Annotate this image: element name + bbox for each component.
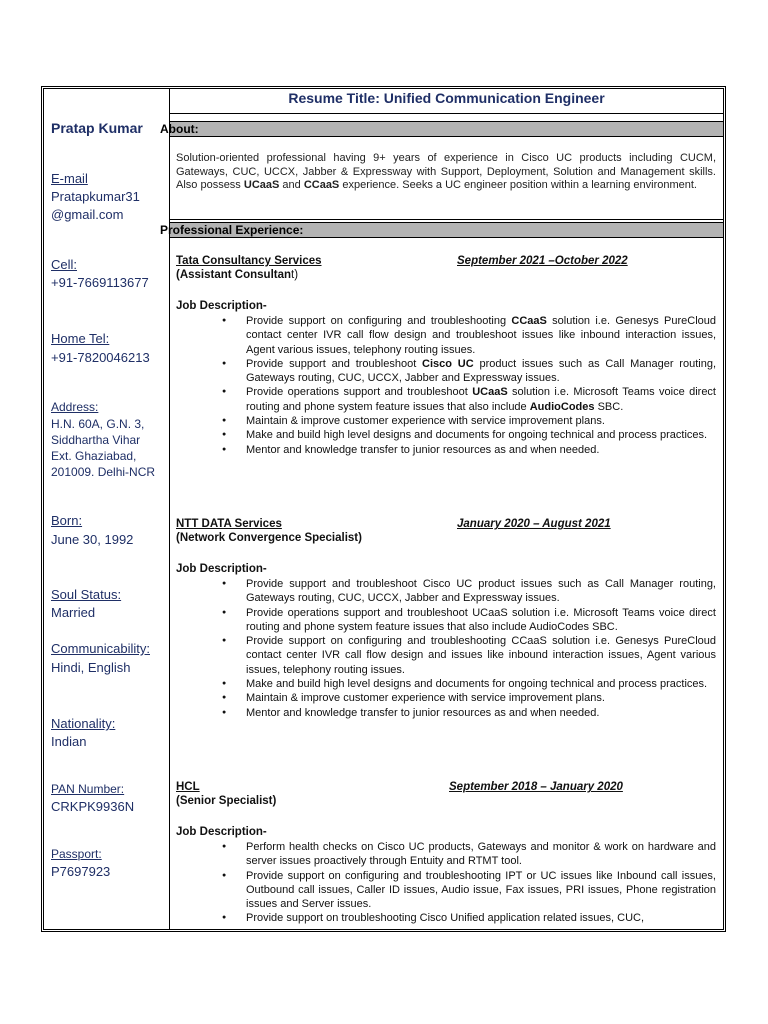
- job-dates: September 2021 –October 2022: [457, 255, 628, 267]
- pan-label: PAN Number:: [51, 782, 125, 796]
- job-dates: January 2020 – August 2021: [457, 518, 611, 530]
- address-line-3: Ext. Ghaziabad,: [51, 449, 137, 463]
- list-item: ● Make and build high level designs and documents for ongoing technical and process practices.: [218, 428, 716, 442]
- company-name: HCL: [176, 781, 200, 793]
- job-role: (Assistant Consultant): [176, 269, 299, 281]
- job-bullets: [218, 577, 716, 720]
- cell-number: +91-7669113677: [51, 275, 149, 290]
- cell-label: Cell:: [51, 257, 78, 272]
- job-bullets: [218, 314, 716, 457]
- list-item: ● Maintain & improve customer experience with service improvement plans.: [218, 691, 716, 705]
- list-item: ● Mentor and knowledge transfer to junior resources as and when needed.: [218, 706, 716, 720]
- company-name: Tata Consultancy Services: [176, 255, 322, 267]
- nationality-value: Indian: [51, 734, 87, 749]
- job-role: (Network Convergence Specialist): [176, 532, 362, 544]
- about-heading: About:: [160, 122, 199, 136]
- column-divider: [169, 88, 170, 930]
- address-line-1: H.N. 60A, G.N. 3,: [51, 417, 145, 431]
- born-label: Born:: [51, 513, 83, 528]
- address-line-4: 201009. Delhi-NCR: [51, 465, 156, 479]
- experience-heading: Professional Experience:: [160, 223, 304, 237]
- pan-value: CRKPK9936N: [51, 799, 135, 814]
- company-name: NTT DATA Services: [176, 518, 282, 530]
- list-item: ● Provide support on configuring and troubleshooting CCaaS solution i.e. Genesys PureCloud contact center IVR call flow design and troubleshoot issues like inbound interaction issues, Agent various issues, telephony routing issues.: [218, 314, 716, 357]
- list-item: ● Provide support on configuring and troubleshooting IPT or UC issues like Inbound call issues, Outbound call issues, Caller ID issues, Audio issue, Fax issues, PRI issues, Phone registration issues and Server issues.: [218, 869, 716, 912]
- resume-title: Resume Title: Unified Communication Engineer: [288, 90, 605, 106]
- list-item: ● Provide operations support and troubleshoot UCaaS solution i.e. Microsoft Teams voice direct routing and phone system feature issues that also include AudioCodes SBC.: [218, 606, 716, 635]
- list-item: ● Provide support on configuring and troubleshooting CCaaS solution i.e. Genesys PureCloud contact center IVR call flow design and issues like inbound interaction issues, Agent various issues, telephony routing issues.: [218, 634, 716, 677]
- list-item: ● Provide support on troubleshooting Cisco Unified application related issues, CUC,: [218, 911, 716, 925]
- address-label: Address:: [51, 400, 99, 414]
- email-line-2[interactable]: @gmail.com: [51, 207, 124, 222]
- home-tel-number: +91-7820046213: [51, 350, 150, 365]
- address-line-2: Siddhartha Vihar: [51, 433, 141, 447]
- passport-value: P7697923: [51, 864, 111, 879]
- list-item: ● Provide support and troubleshoot Cisco UC product issues such as Call Manager routing, Gateways routing, CUC, UCCX, Jabber and Expressway issues.: [218, 577, 716, 606]
- email-label: E-mail: [51, 171, 88, 186]
- passport-label: Passport:: [51, 847, 102, 861]
- communicability-label: Communicability:: [51, 641, 150, 656]
- about-text: Solution-oriented professional having 9+ years of experience in Cisco UC products including CUCM, Gateways, CUC, UCCX, Jabber & Expressway with Support, Deployment, Solution and Management skills. Also possess UCaaS and CCaaS experience. Seeks a UC engineer position within a learning environment.: [176, 152, 716, 191]
- candidate-name: Pratap Kumar: [51, 120, 143, 136]
- about-rule: [170, 219, 723, 220]
- soul-status-label: Soul Status:: [51, 587, 122, 602]
- list-item: ● Make and build high level designs and documents for ongoing technical and process practices.: [218, 677, 716, 691]
- job-dates: September 2018 – January 2020: [449, 781, 623, 793]
- job-role: (Senior Specialist): [176, 795, 277, 807]
- list-item: ● Mentor and knowledge transfer to junior resources as and when needed.: [218, 443, 716, 457]
- list-item: ● Provide support and troubleshoot Cisco UC product issues such as Call Manager routing, Gateways routing, CUC, UCCX, Jabber and Expressway issues.: [218, 357, 716, 386]
- home-tel-label: Home Tel:: [51, 331, 110, 346]
- nationality-label: Nationality:: [51, 716, 116, 731]
- title-rule: [170, 113, 723, 114]
- job-description-label: Job Description-: [176, 300, 267, 312]
- email-line-1[interactable]: Pratapkumar31: [51, 189, 140, 204]
- job-description-label: Job Description-: [176, 563, 267, 575]
- job-bullets: [218, 840, 716, 926]
- born-date: June 30, 1992: [51, 532, 134, 547]
- list-item: ● Provide operations support and troubleshoot UCaaS solution i.e. Microsoft Teams voice direct routing and phone system feature issues that also include AudioCodes SBC.: [218, 385, 716, 414]
- job-description-label: Job Description-: [176, 826, 267, 838]
- soul-status-value: Married: [51, 605, 96, 620]
- list-item: ● Maintain & improve customer experience with service improvement plans.: [218, 414, 716, 428]
- about-bar: [170, 121, 723, 137]
- list-item: ● Perform health checks on Cisco UC products, Gateways and monitor & work on hardware and server issues proactively through Entuity and RTMT tool.: [218, 840, 716, 869]
- communicability-value: Hindi, English: [51, 660, 131, 675]
- resume-inner-border: [43, 88, 724, 930]
